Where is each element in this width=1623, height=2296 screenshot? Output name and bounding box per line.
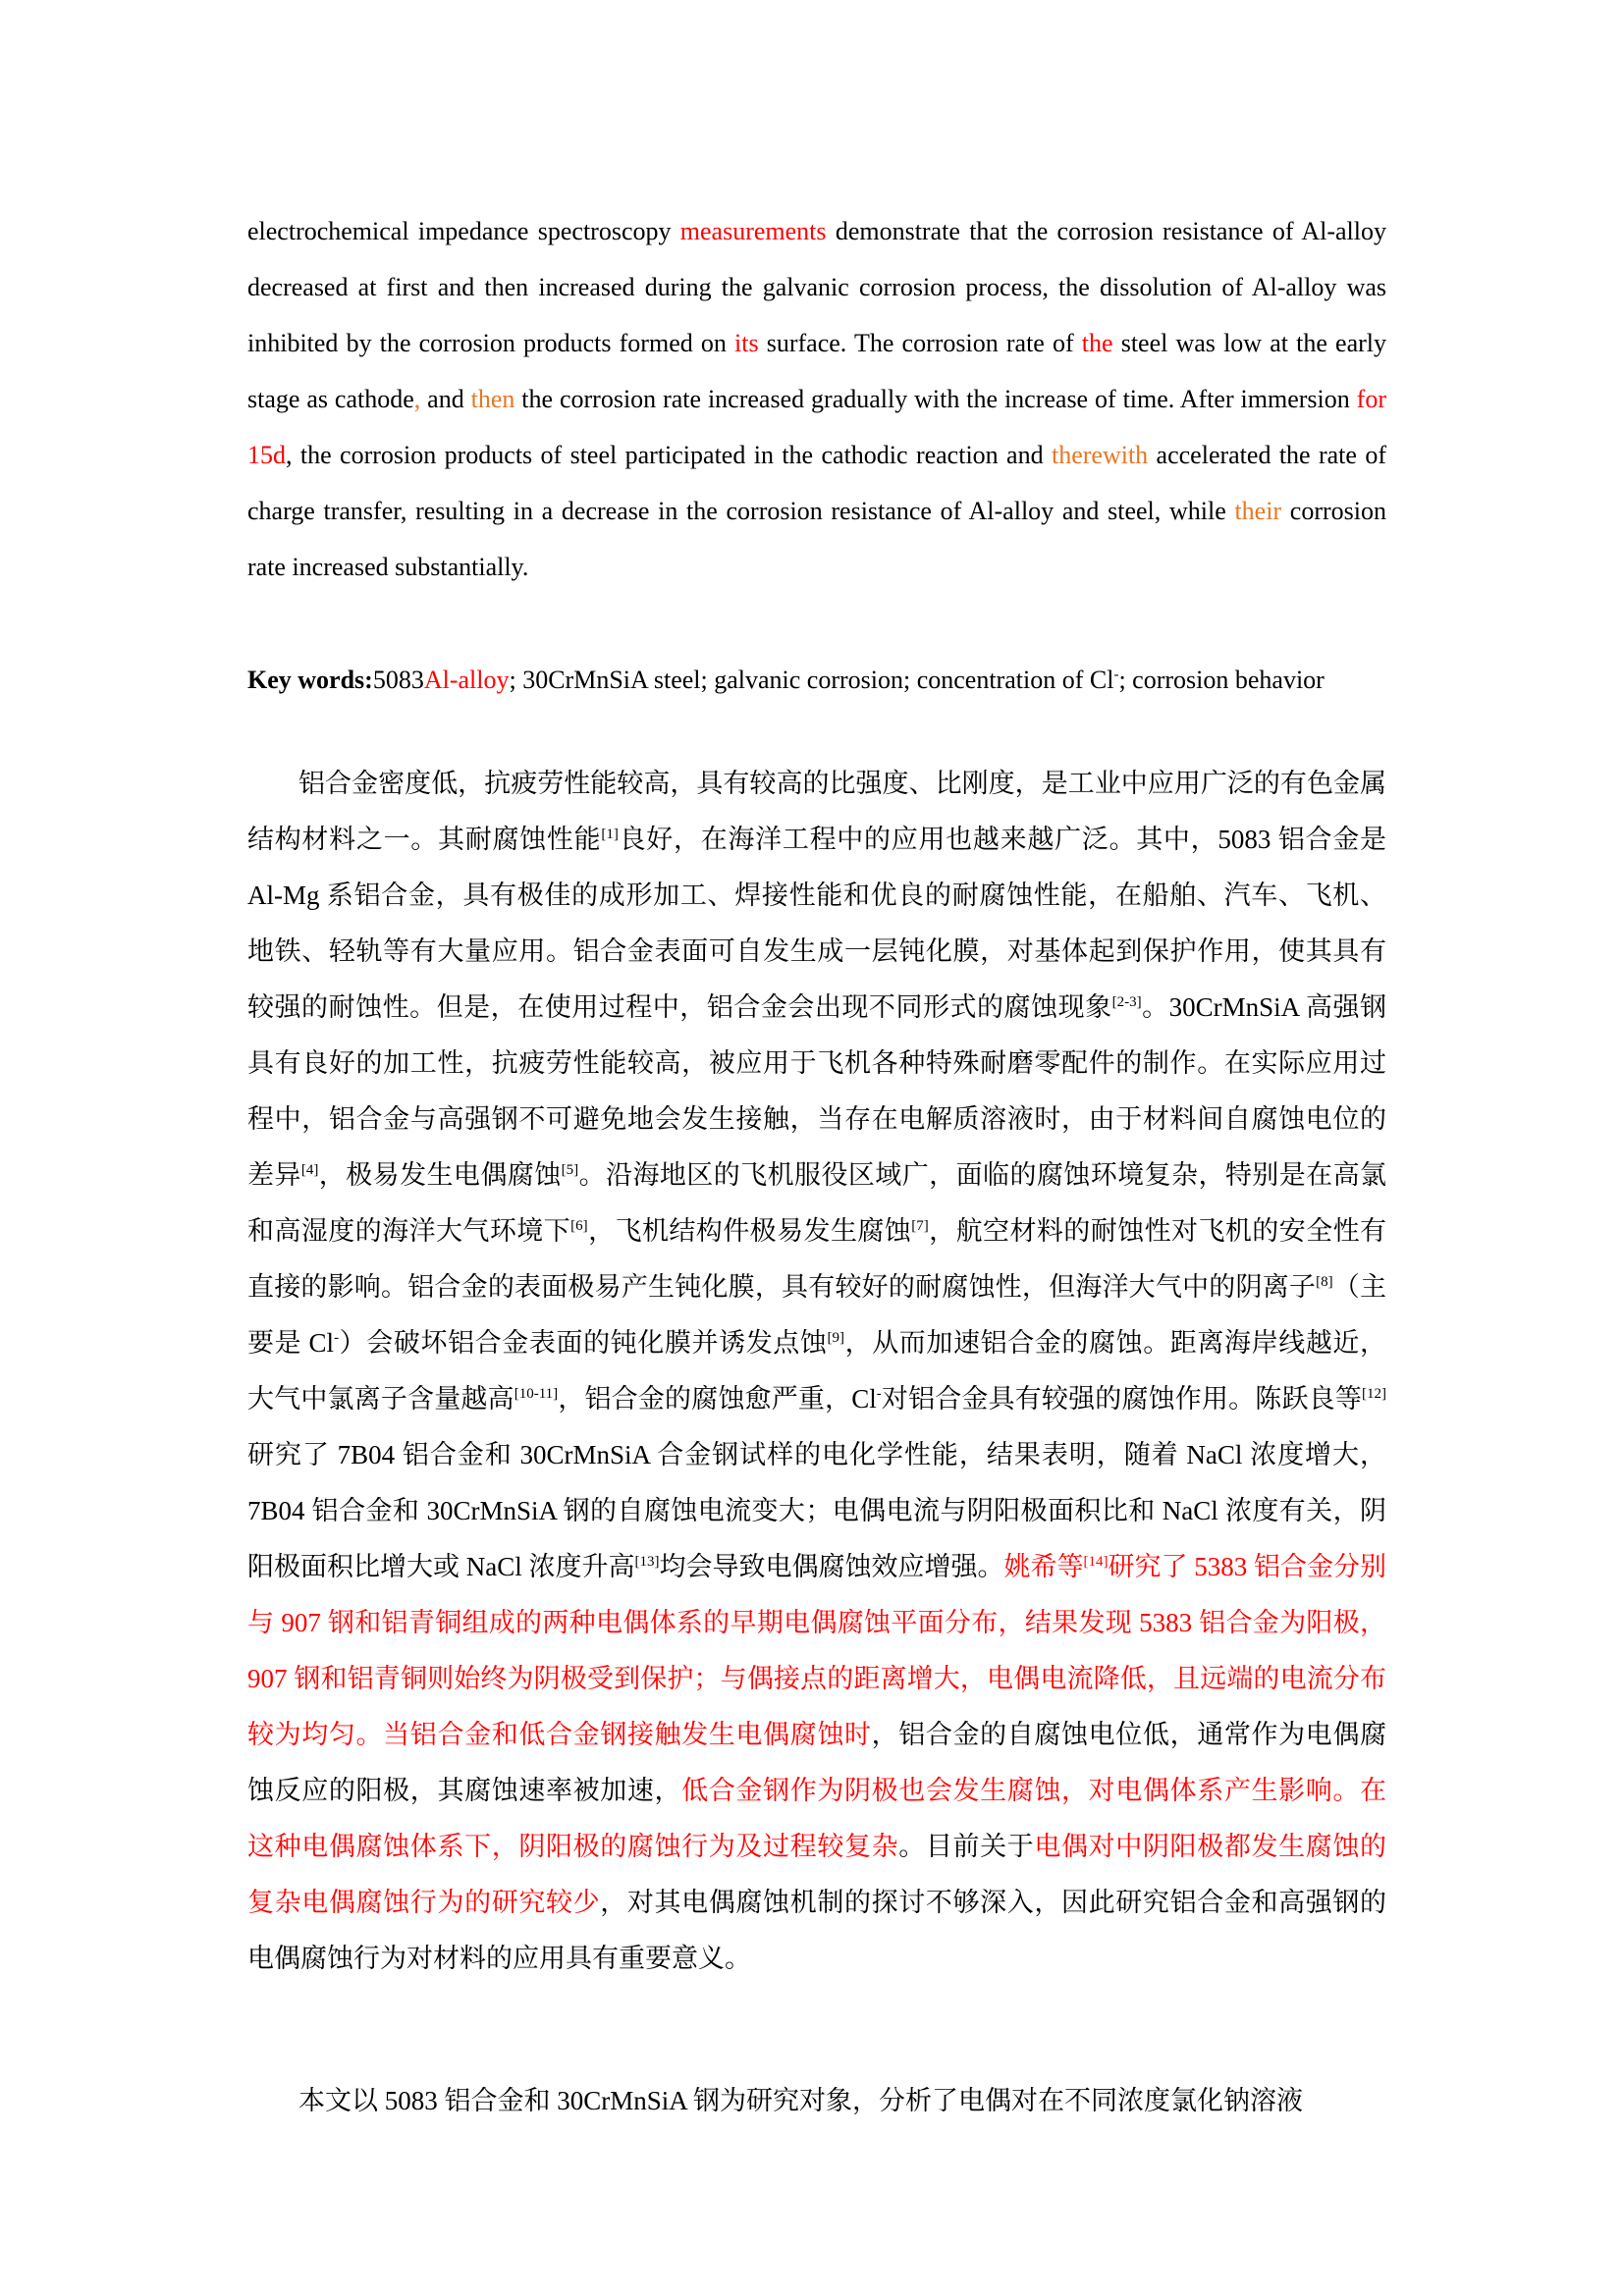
body-text: 对铝合金具有较强的腐蚀作用。陈跃良等 <box>881 1384 1362 1414</box>
citation: [4] <box>300 1162 319 1178</box>
citation: [12] <box>1362 1386 1386 1402</box>
body-text: ，对其电偶腐蚀机制的探讨不够深入，因此研究铝合金和高强钢的电偶腐蚀行为对材料的应用具有重要意义。 <box>247 1888 1387 1973</box>
body-text: 。沿海地区的飞机服役区域广，面临的腐蚀环境复杂，特别是在高氯和高湿度的海洋大气环境下 <box>247 1160 1387 1246</box>
body-text: ，极易发生电偶腐蚀 <box>318 1160 562 1190</box>
body-text: 。目前关于 <box>898 1832 1035 1861</box>
intro-paragraph-1 <box>247 756 1386 1987</box>
keywords-label: Key words: <box>247 666 373 694</box>
edit-highlight: , <box>413 385 421 413</box>
abstract-text: steel was low at the early stage as cathode <box>247 329 1386 413</box>
edit-highlight: for 15d <box>247 385 1386 469</box>
superscript: - <box>1113 667 1119 683</box>
citation: [10-11] <box>514 1386 559 1402</box>
body-text: 良好，在海洋工程中的应用也越来越广泛。其中，5083 铝合金是 Al-Mg 系铝合金，具有极佳的成形加工、焊接性能和优良的耐腐蚀性能，在船舶、汽车、飞机、地铁、轻轨等有大量应用。铝合金表面可自发生成一层钝化膜，对基体起到保护作用，使其具有较强的耐蚀性。但是，在使用过程中，铝合金会出现不同形式的腐蚀现象 <box>247 825 1386 1022</box>
keywords-line <box>247 652 1386 708</box>
keyword-text: ; 30CrMnSiA steel; galvanic corrosion; concentration of Cl <box>509 666 1114 694</box>
edit-highlight: then <box>470 385 515 413</box>
body-text: （主要是 Cl <box>247 1272 1386 1358</box>
edit-highlight: its <box>734 329 759 357</box>
citation: [2-3] <box>1111 994 1142 1010</box>
citation: [5] <box>561 1162 579 1178</box>
edit-highlight: measurements <box>679 217 827 245</box>
edit-highlight: Al-alloy <box>423 666 510 694</box>
body-text: ，铝合金的自腐蚀电位低，通常作为电偶腐蚀反应的阳极，其腐蚀速率被加速， <box>247 1720 1387 1805</box>
body-text: 均会导致电偶腐蚀效应增强。 <box>659 1552 1004 1581</box>
edit-highlight: 姚希等 <box>1003 1552 1084 1581</box>
edit-highlight: therewith <box>1051 441 1149 469</box>
body-text: 。30CrMnSiA 高强钢具有良好的加工性，抗疲劳性能较高，被应用于飞机各种特殊耐磨零配件的制作。在实际应用过程中，铝合金与高强钢不可避免地会发生接触，当存在电解质溶液时，由于材料间自腐蚀电位的差异 <box>247 992 1386 1190</box>
abstract-text: the corrosion rate increased gradually with the increase of time. After immersion <box>514 385 1357 413</box>
superscript: - <box>334 1330 340 1346</box>
body-text: ）会破坏铝合金表面的钝化膜并诱发点蚀 <box>339 1328 828 1358</box>
citation: [14] <box>1083 1554 1109 1570</box>
citation: [13] <box>634 1554 660 1570</box>
abstract-text: surface. The corrosion rate of <box>758 329 1082 357</box>
edit-highlight: 电偶对中阴阳极都发生腐蚀的复杂电偶腐蚀行为的研究较少 <box>247 1832 1386 1917</box>
body-text: 铝合金密度低，抗疲劳性能较高，具有较高的比强度、比刚度，是工业中应用广泛的有色金属结构材料之一。其耐腐蚀性能 <box>247 769 1386 854</box>
citation: [6] <box>570 1218 588 1234</box>
citation: [8] <box>1316 1274 1333 1290</box>
edit-highlight: 低合金钢作为阴极也会发生腐蚀，对电偶体系产生影响。在这种电偶腐蚀体系下，阴阳极的腐蚀行为及过程较复杂 <box>247 1776 1387 1861</box>
body-text: 研究了 7B04 铝合金和 30CrMnSiA 合金钢试样的电化学性能，结果表明，随着 NaCl 浓度增大，7B04 铝合金和 30CrMnSiA 钢的自腐蚀电流变大；电偶电流与阴阳极面积比和 NaCl 浓度有关，阴阳极面积比增大或 NaCl 浓度升高 <box>247 1440 1386 1581</box>
citation: [9] <box>827 1330 844 1346</box>
abstract-text: , the corrosion products of steel participated in the cathodic reaction and <box>286 441 1052 469</box>
abstract-text: electrochemical impedance spectroscopy <box>247 217 680 245</box>
edit-highlight: their <box>1234 497 1282 525</box>
abstract-text: accelerated the rate of charge transfer, resulting in a decrease in the corrosion resistance of Al-alloy and steel, while <box>247 441 1386 525</box>
abstract-text: demonstrate that the corrosion resistance of Al-alloy decreased at first and then increased during the galvanic corrosion process, the dissolution of Al-alloy was inhibited by the corrosion products formed on <box>247 217 1386 357</box>
abstract-text: corrosion rate increased substantially. <box>247 497 1386 581</box>
edit-highlight: the <box>1081 329 1113 357</box>
edit-highlight: 研究了 5383 铝合金分别与 907 钢和铝青铜组成的两种电偶体系的早期电偶腐蚀平面分布，结果发现 5383 铝合金为阳极，907 钢和铝青铜则始终为阴极受到保护；与偶接点的距离增大，电偶电流降低，且远端的电流分布较为均匀。当铝合金和低合金钢接触发生电偶腐蚀时 <box>247 1552 1386 1749</box>
superscript: - <box>876 1386 882 1402</box>
citation: [1] <box>601 827 619 842</box>
body-text: ，飞机结构件极易发生腐蚀 <box>587 1216 912 1246</box>
body-text: ，航空材料的耐蚀性对飞机的安全性有直接的影响。铝合金的表面极易产生钝化膜，具有较好的耐腐蚀性，但海洋大气中的阴离子 <box>247 1216 1387 1302</box>
abstract-text: and <box>420 385 471 413</box>
abstract-english <box>247 203 1386 595</box>
citation: [7] <box>911 1218 929 1234</box>
keyword-text: ; corrosion behavior <box>1118 666 1325 694</box>
body-text: ，铝合金的腐蚀愈严重，Cl <box>558 1384 877 1414</box>
body-text: ，从而加速铝合金的腐蚀。距离海岸线越近，大气中氯离子含量越高 <box>247 1328 1387 1414</box>
body-text: 本文以 5083 铝合金和 30CrMnSiA 钢为研究对象，分析了电偶对在不同浓度氯化钠溶液 <box>298 2086 1304 2115</box>
keyword-text: 5083 <box>372 666 424 694</box>
intro-paragraph-2 <box>247 2073 1386 2129</box>
